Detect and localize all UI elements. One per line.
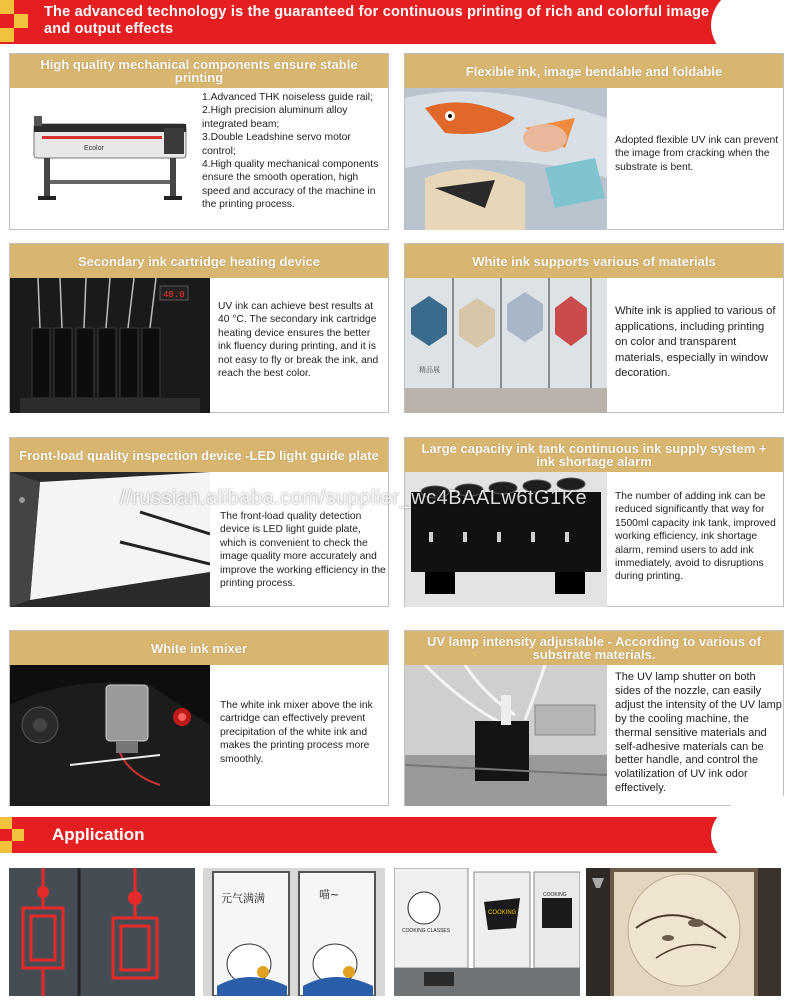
panel-description: The white ink mixer above the ink cartridge can effectively prevent precipitation of the white ink and makes the printing process more smoothly.	[220, 700, 373, 765]
cooking-sign-middle: COOKING	[488, 910, 517, 916]
banner-decoration	[0, 28, 14, 42]
panel-title: Secondary ink cartridge heating device	[10, 244, 388, 278]
feature-panel-flexible-ink	[404, 53, 784, 230]
banner-decoration	[0, 0, 14, 14]
feature-panel-ink-mixer	[9, 630, 389, 806]
application-title: Application	[52, 825, 145, 844]
banner-decoration	[0, 817, 12, 829]
feature-panel-mechanical	[9, 53, 389, 230]
panel-description: White ink is applied to various of applications, including printing on color and transparent materials, especially in window decoration.	[615, 305, 776, 379]
ink-cartridge-photo	[10, 278, 210, 413]
page-title: The advanced technology is the guaranteed for continuous printing of rich and colorful image and output effects	[44, 4, 710, 37]
panel-title: UV lamp intensity adjustable - According to various of substrate materials.	[405, 631, 783, 665]
feature-panel-white-ink	[404, 243, 784, 413]
cooking-sign-left: COOKING CLASSES	[402, 928, 451, 934]
panel-description: 1.Advanced THK noiseless guide rail; 2.High precision aluminum alloy integrated beam; 3.Double Leadshine servo motor control; 4.High quality mechanical components ensure the smooth operation, high speed and accuracy of the machine in the printing process.	[202, 92, 379, 211]
panel-description: The number of adding ink can be reduced significantly that way for 1500ml capacity ink tank, improved working efficiency, ink shortage alarm, remind users to add ink immediately, avoid to disruptions during printing.	[615, 491, 776, 583]
svg-text:40.0: 40.0	[163, 290, 185, 300]
bent-print-photo	[405, 88, 607, 230]
panel-title: Flexible ink, image bendable and foldable	[405, 54, 783, 88]
panel-title: White ink mixer	[10, 631, 388, 665]
top-banner	[0, 0, 791, 44]
feature-panel-ink-tank	[404, 437, 784, 607]
panel-title: White ink supports various of materials	[405, 244, 783, 278]
panel-title: Front-load quality inspection device -LED light guide plate	[10, 438, 388, 472]
printer-machine-photo	[24, 96, 194, 216]
banner-decoration	[14, 14, 28, 28]
feature-panel-ink-heating	[9, 243, 389, 413]
led-plate-photo	[10, 472, 210, 607]
ink-tank-photo	[405, 472, 607, 607]
lucky-cat-caption-right: 喵~	[319, 888, 340, 901]
banner-decoration	[0, 841, 12, 853]
lucky-cat-caption-left: 元气满满	[221, 892, 265, 905]
panel-description: Adopted flexible UV ink can prevent the image from cracking when the substrate is bent.	[615, 135, 779, 173]
application-banner	[0, 817, 791, 853]
banner-decoration	[12, 829, 24, 841]
panel-title: High quality mechanical components ensure stable printing	[10, 54, 388, 88]
application-photo-chinese-knot	[9, 868, 195, 996]
cooking-sign-right: COOKING	[543, 892, 567, 898]
application-photo-lucky-cat	[203, 868, 385, 996]
printer-brand-text: Ecolor	[84, 145, 104, 152]
feature-panel-uv-lamp	[404, 630, 784, 806]
panel-title: Large capacity ink tank continuous ink supply system + ink shortage alarm	[405, 438, 783, 472]
panel-description: The front-load quality detection device is LED light guide plate, which is convenient to check the image quality more accurately and improve the working efficiency in the printing process.	[220, 511, 386, 590]
panel-description: UV ink can achieve best results at 40 °C. The secondary ink cartridge heating device ensures the better ink fluency during printing, and it is not easy to fly or break the ink, and reach the best color.	[218, 301, 379, 380]
application-photo-bird-painting	[586, 868, 781, 996]
ink-mixer-photo	[10, 665, 210, 806]
svg-text:精品展: 精品展	[419, 366, 440, 374]
panel-description: The UV lamp shutter on both sides of the nozzle, can easily adjust the intensity of the UV lamp by the cooling machine, the thermal sensitive materials and self-adhesive materials can be better handle, and control the volatilization of UV ink odor effectively.	[615, 671, 782, 795]
watermark-text: //russian.alibaba.com/supplier_wc4BAALw6tG1Ke	[120, 487, 588, 509]
uv-lamp-photo	[405, 665, 607, 806]
banner-swoosh	[711, 795, 791, 875]
window-decoration-photo	[405, 278, 607, 413]
application-photo-cooking-blinds	[394, 868, 580, 996]
feature-panel-led-guide-plate	[9, 437, 389, 607]
